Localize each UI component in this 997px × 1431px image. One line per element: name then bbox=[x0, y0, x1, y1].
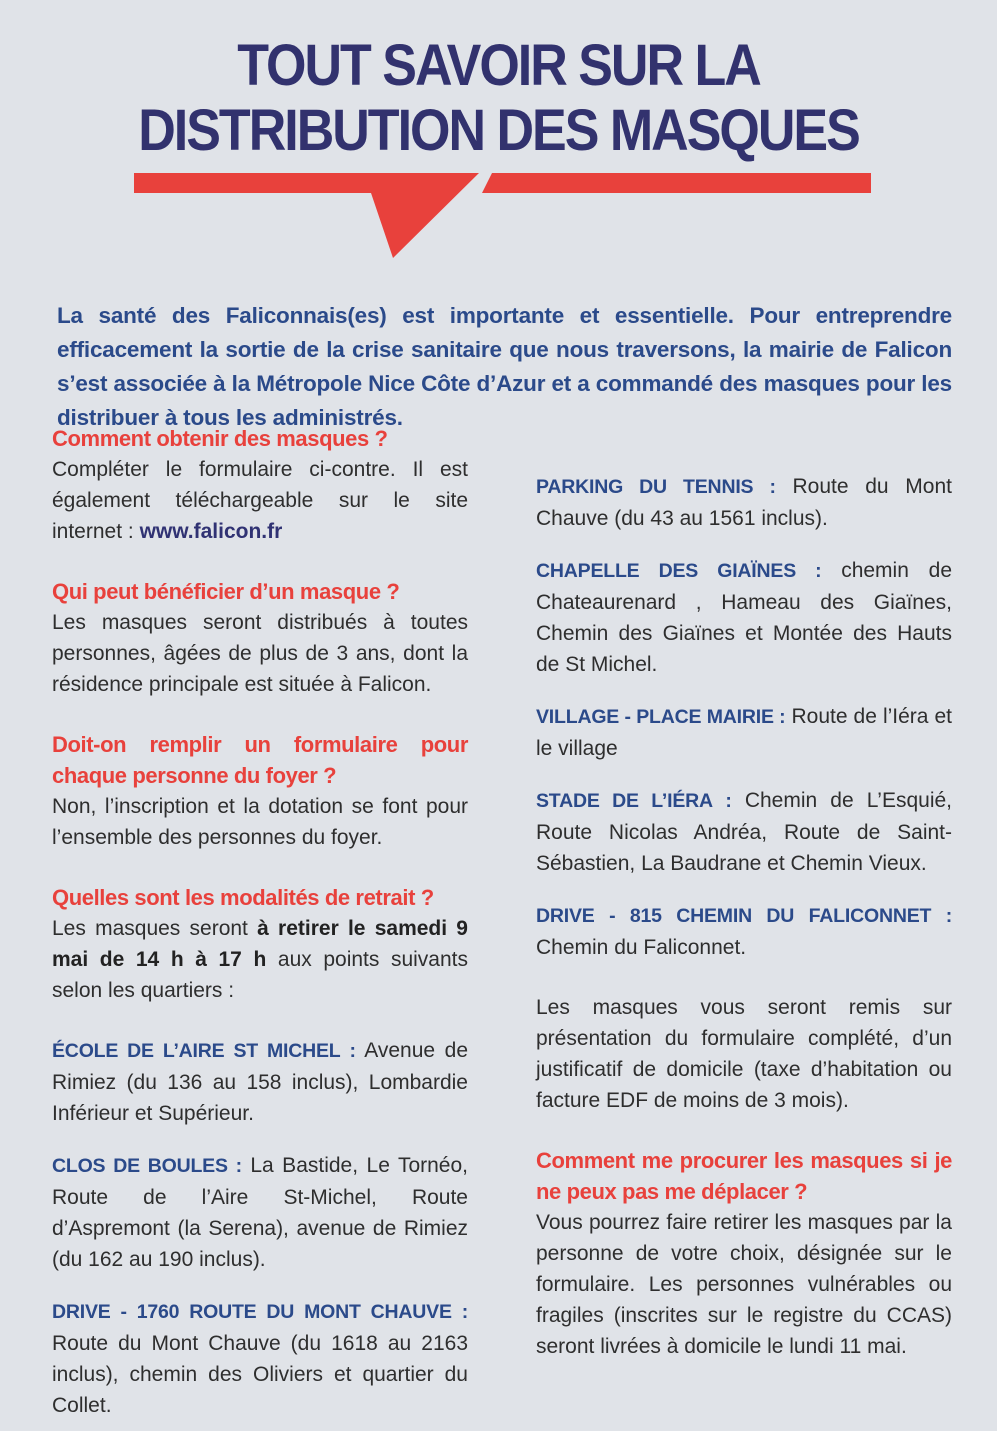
faq-question: Qui peut bénéficier d’un masque ? bbox=[52, 579, 400, 604]
faq-answer: Vous pourrez faire retirer les masques par la personne de votre choix, désignée sur le formulaire. Les personnes vulnérables ou fragiles (inscrites sur le registre du CCAS) seront livrées à domicile le lundi 11 mai. bbox=[536, 1211, 952, 1358]
faq-withdrawal-terms bbox=[52, 882, 468, 1006]
faq-cannot-travel bbox=[536, 1145, 952, 1362]
location-item-ecole-aire-st-michel bbox=[52, 1035, 468, 1129]
location-name: DRIVE - 815 CHEMIN DU FALICONNET : bbox=[536, 905, 952, 927]
website-link[interactable]: www.falicon.fr bbox=[139, 520, 283, 543]
location-item-chapelle-des-giaines bbox=[536, 555, 952, 680]
faq-one-form-per-household bbox=[52, 729, 468, 853]
faq-answer bbox=[52, 454, 468, 547]
location-name: ÉCOLE DE L’AIRE ST MICHEL : bbox=[52, 1040, 356, 1062]
location-name: STADE DE L’IÉRA : bbox=[536, 790, 732, 812]
location-item-drive-815-faliconnet bbox=[536, 900, 952, 963]
faq-question: Comment obtenir des masques ? bbox=[52, 426, 388, 451]
location-details: Route du Mont Chauve (du 1618 au 2163 inclus), chemin des Oliviers et quartier du Collet. bbox=[52, 1332, 468, 1417]
location-name: DRIVE - 1760 ROUTE DU MONT CHAUVE : bbox=[52, 1301, 468, 1323]
speech-bubble-ribbon bbox=[0, 173, 997, 263]
location-item-parking-du-tennis bbox=[536, 471, 952, 534]
faq-who-can-benefit bbox=[52, 576, 468, 700]
page-title bbox=[0, 0, 997, 164]
location-name: PARKING DU TENNIS : bbox=[536, 476, 776, 498]
location-item-village-place-mairie bbox=[536, 701, 952, 764]
ribbon-left-bar-with-tail bbox=[134, 173, 479, 258]
location-details: La Bastide, Le Tornéo, Route de l’Aire St-Michel, Route d’Aspremont (la Serena), avenue de Rimiez (du 162 au 190 inclus). bbox=[52, 1154, 468, 1271]
location-item-clos-de-boules bbox=[52, 1150, 468, 1275]
page-title-line-2: DISTRIBUTION DES MASQUES bbox=[138, 98, 859, 164]
ribbon-right-bar bbox=[482, 173, 871, 193]
faq-answer-text: Compléter le formulaire ci-contre. Il est également téléchargeable sur le site internet : bbox=[52, 458, 468, 543]
location-details: Chemin du Faliconnet. bbox=[536, 936, 747, 959]
location-name: VILLAGE - PLACE MAIRIE : bbox=[536, 706, 786, 728]
page-title-line-1: TOUT SAVOIR SUR LA bbox=[237, 33, 760, 99]
right-column bbox=[536, 423, 952, 1391]
location-item-stade-de-l-iera bbox=[536, 785, 952, 879]
delivery-conditions-paragraph: Les masques vous seront remis sur présentation du formulaire complété, d’un justificatif de domicile (taxe d’habitation ou facture EDF de moins de 3 mois). bbox=[536, 996, 952, 1112]
location-details: Route de l’Iéra et le village bbox=[536, 705, 952, 760]
intro-paragraph: La santé des Faliconnais(es) est importante et essentielle. Pour entreprendre efficacement la sortie de la crise sanitaire que nous traversons, la mairie de Falicon s’est associée à la Métropole Nice Côte d’Azur et a commandé des masques pour les distribuer à tous les administrés. bbox=[57, 302, 952, 430]
faq-how-to-get-masks bbox=[52, 423, 468, 547]
left-column bbox=[52, 423, 468, 1431]
location-details: Route du Mont Chauve (du 43 au 1561 inclus). bbox=[536, 475, 952, 530]
location-details: chemin de Chateaurenard , Hameau des Giaïnes, Chemin des Giaïnes et Montée des Hauts de St Michel. bbox=[536, 559, 952, 676]
faq-answer: Non, l’inscription et la dotation se font pour l’ensemble des personnes du foyer. bbox=[52, 795, 468, 849]
pickup-date-highlight: à retirer le samedi 9 mai de 14 h à 17 h bbox=[52, 917, 468, 971]
location-details: Chemin de L’Esquié, Route Nicolas Andréa, Route de Saint-Sébastien, La Baudrane et Chemin Vieux. bbox=[536, 789, 952, 875]
content-columns bbox=[52, 423, 952, 1431]
faq-answer-text: Les masques seront bbox=[52, 917, 258, 940]
faq-question: Quelles sont les modalités de retrait ? bbox=[52, 885, 434, 910]
faq-question: Doit-on remplir un formulaire pour chaque personne du foyer ? bbox=[52, 732, 468, 788]
location-name: CLOS DE BOULES : bbox=[52, 1155, 242, 1177]
location-details: Avenue de Rimiez (du 136 au 158 inclus), Lombardie Inférieur et Supérieur. bbox=[52, 1039, 469, 1125]
location-name: CHAPELLE DES GIAÏNES : bbox=[536, 560, 822, 582]
faq-question: Comment me procurer les masques si je ne peux pas me déplacer ? bbox=[536, 1148, 952, 1204]
location-item-drive-1760-mont-chauve bbox=[52, 1296, 468, 1421]
faq-answer-text: aux points suivants selon les quartiers : bbox=[52, 948, 468, 1002]
speech-bubble-ribbon-graphic bbox=[0, 173, 997, 263]
faq-answer bbox=[52, 913, 468, 1006]
faq-answer: Les masques seront distribués à toutes personnes, âgées de plus de 3 ans, dont la résidence principale est située à Falicon. bbox=[52, 611, 468, 696]
